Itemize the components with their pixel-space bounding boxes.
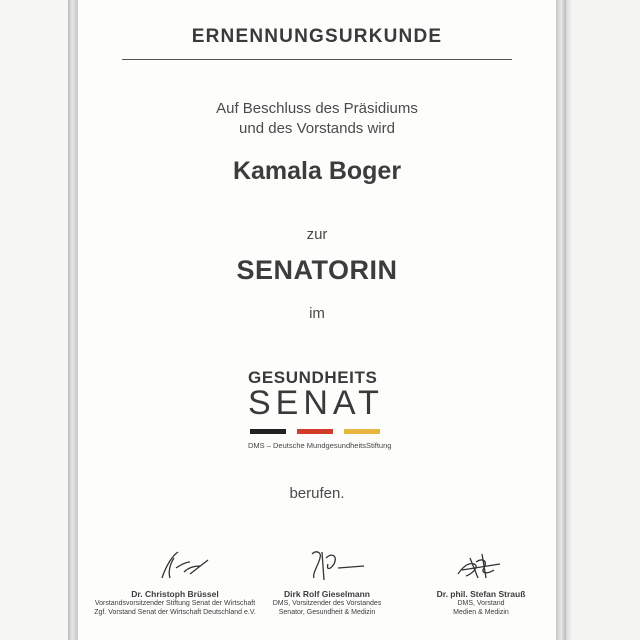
- signatory-role-1: DMS, Vorsitzender des Vorstandes: [272, 600, 382, 607]
- certificate-paper: [78, 0, 556, 640]
- logo-bar-gold: [344, 429, 380, 434]
- in-word: im: [309, 305, 325, 322]
- signatory-role-2: Medien & Medizin: [453, 609, 509, 616]
- signatory-name: Dirk Rolf Gieselmann: [284, 589, 370, 599]
- signature-block-3: [396, 544, 566, 617]
- to-word: zur: [306, 226, 328, 243]
- logo-subtitle: DMS – Deutsche MundgesundheitsStiftung: [248, 441, 392, 450]
- title-rule: [122, 59, 512, 60]
- intro-line-1: Auf Beschluss des Präsidiums: [216, 100, 418, 117]
- wall-right: [566, 0, 640, 640]
- signatory-role-1: Vorstandsvorsitzender Stiftung Senat der Wirtschaft: [94, 600, 256, 607]
- signatory-name: Dr. Christoph Brüssel: [131, 589, 219, 599]
- wall-left: [0, 0, 68, 640]
- frame-left-edge: [68, 0, 78, 640]
- logo-line-2: SENAT: [248, 384, 384, 422]
- signature-block-1: [90, 544, 260, 617]
- recipient-name: Kamala Boger: [232, 157, 402, 185]
- signatory-role-1: DMS, Vorstand: [457, 600, 505, 607]
- logo-bar-red: [297, 429, 333, 434]
- appointed-word: berufen.: [289, 485, 345, 502]
- signature-icon: [242, 544, 412, 584]
- signature-block-2: [242, 544, 412, 617]
- signature-icon: [396, 544, 566, 584]
- certificate-title: ERNENNUNGSURKUNDE: [191, 26, 443, 47]
- logo-line-1: GESUNDHEITS: [248, 368, 378, 387]
- signature-icon: [90, 544, 260, 584]
- signatory-role-2: Zgf. Vorstand Senat der Wirtschaft Deutschland e.V.: [94, 609, 256, 616]
- logo-bar-black: [250, 429, 286, 434]
- appointed-role: SENATORIN: [236, 255, 398, 285]
- intro-line-2: und des Vorstands wird: [239, 120, 395, 137]
- signatory-name: Dr. phil. Stefan Strauß: [436, 589, 526, 599]
- gesundheits-senat-logo: [248, 368, 398, 454]
- signatory-role-2: Senator, Gesundheit & Medizin: [278, 609, 376, 616]
